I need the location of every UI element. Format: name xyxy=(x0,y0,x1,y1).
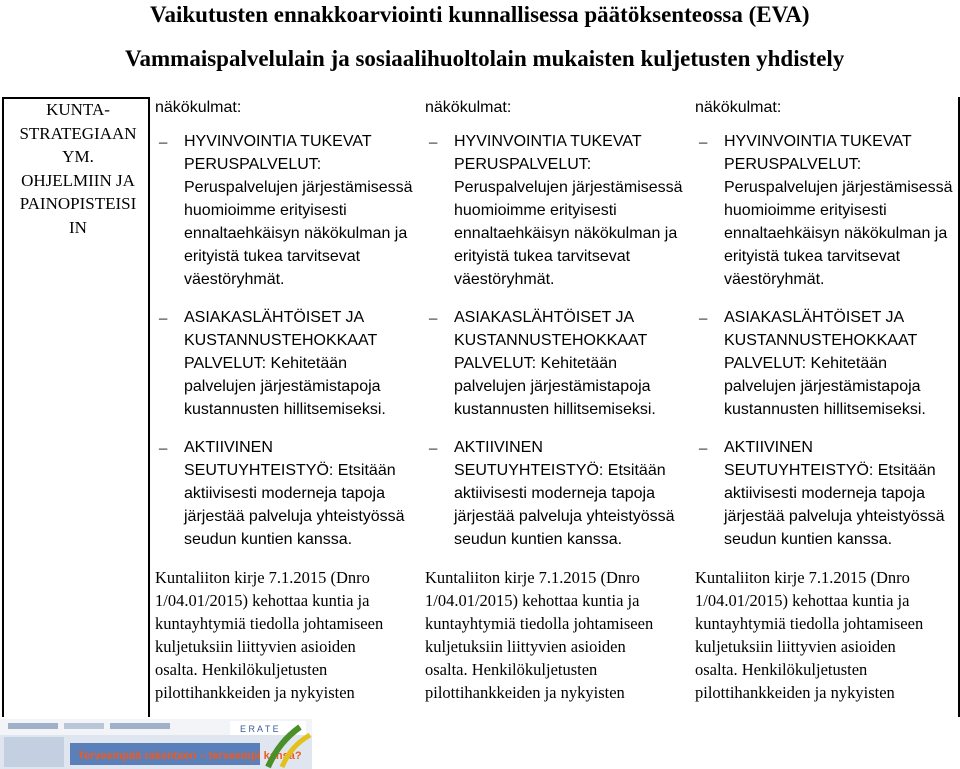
bullet-line: HYVINVOINTIA TUKEVAT xyxy=(184,133,372,150)
bullet-line: aktiivisesti moderneja tapoja xyxy=(454,485,655,502)
dash-bullet-icon: – xyxy=(699,132,708,151)
bullet-line: AKTIIVINEN xyxy=(724,439,813,456)
column-intro: näkökulmat: xyxy=(425,99,512,116)
content-column xyxy=(425,96,687,704)
column-intro: näkökulmat: xyxy=(155,99,242,116)
bullet-line: väestöryhmät. xyxy=(724,271,825,288)
paragraph-line: kuntayhtymiä tiedolla johtamiseen xyxy=(425,614,654,633)
bullet-line: aktiivisesti moderneja tapoja xyxy=(184,485,385,502)
strategy-label-line: KUNTA- xyxy=(46,100,110,119)
bullet-line: ennaltaehkäisyn näkökulman ja xyxy=(454,225,678,242)
table-border-left xyxy=(2,97,4,717)
bullet-line: PERUSPALVELUT: xyxy=(454,156,592,173)
paragraph-line: kuntayhtymiä tiedolla johtamiseen xyxy=(155,614,384,633)
paragraph-line: pilottihankkeiden ja nykyisten xyxy=(425,683,625,702)
bullet-line: väestöryhmät. xyxy=(454,271,555,288)
bullet-line: järjestää palveluja yhteistyössä xyxy=(184,508,405,525)
paragraph-line: 1/04.01/2015) kehottaa kuntia ja xyxy=(155,591,370,610)
paragraph-line: Kuntaliiton kirje 7.1.2015 (Dnro xyxy=(695,568,910,587)
bullet-line: järjestää palveluja yhteistyössä xyxy=(724,508,945,525)
paragraph-line: 1/04.01/2015) kehottaa kuntia ja xyxy=(425,591,640,610)
bullet-line: SEUTUYHTEISTYÖ: Etsitään xyxy=(184,462,396,479)
reference-paragraph xyxy=(695,566,957,704)
bullet-line: PALVELUT: Kehitetään xyxy=(724,355,888,372)
column-intro: näkökulmat: xyxy=(695,99,782,116)
bullet-line: Peruspalvelujen järjestämisessä xyxy=(724,179,953,196)
paragraph-line: pilottihankkeiden ja nykyisten xyxy=(695,683,895,702)
footer-banner-image xyxy=(0,719,312,769)
bullet-item xyxy=(695,130,957,291)
bullet-line: HYVINVOINTIA TUKEVAT xyxy=(724,133,912,150)
bullet-line: HYVINVOINTIA TUKEVAT xyxy=(454,133,642,150)
dash-bullet-icon: – xyxy=(699,308,708,327)
bullet-line: erityistä tukea tarvitsevat xyxy=(184,248,361,265)
bullet-line: Peruspalvelujen järjestämisessä xyxy=(184,179,413,196)
bullet-line: palvelujen järjestämistapoja xyxy=(184,378,381,395)
bullet-line: erityistä tukea tarvitsevat xyxy=(724,248,901,265)
reference-paragraph xyxy=(155,566,417,704)
reference-paragraph xyxy=(425,566,687,704)
table-border-col1 xyxy=(148,97,150,717)
dash-bullet-icon: – xyxy=(159,132,168,151)
document-title: Vaikutusten ennakkoarviointi kunnallisessa päätöksenteossa (EVA) xyxy=(150,2,810,27)
bullet-line: KUSTANNUSTEHOKKAAT xyxy=(184,332,378,349)
content-column xyxy=(155,96,417,704)
paragraph-line: kuntayhtymiä tiedolla johtamiseen xyxy=(695,614,924,633)
bullet-item xyxy=(425,306,687,421)
bullet-item xyxy=(425,436,687,551)
bullet-line: ASIAKASLÄHTÖISET JA xyxy=(184,309,365,326)
bullet-line: järjestää palveluja yhteistyössä xyxy=(454,508,675,525)
dash-bullet-icon: – xyxy=(429,308,438,327)
strategy-label-line: PAINOPISTEISI xyxy=(19,194,137,213)
bullet-line: PERUSPALVELUT: xyxy=(184,156,322,173)
bullet-line: huomioimme erityisesti xyxy=(454,202,617,219)
dash-bullet-icon: – xyxy=(429,438,438,457)
paragraph-line: osalta. Henkilökuljetusten xyxy=(695,660,868,679)
bullet-item xyxy=(695,436,957,551)
paragraph-line: kuljetuksiin liittyvien asioiden xyxy=(155,637,356,656)
bullet-line: kustannusten hillitsemiseksi. xyxy=(184,401,386,418)
paragraph-line: Kuntaliiton kirje 7.1.2015 (Dnro xyxy=(155,568,370,587)
paragraph-line: kuljetuksiin liittyvien asioiden xyxy=(425,637,626,656)
dash-bullet-icon: – xyxy=(159,438,168,457)
bullet-line: erityistä tukea tarvitsevat xyxy=(454,248,631,265)
strategy-label-line: IN xyxy=(69,217,87,237)
bullet-line: PALVELUT: Kehitetään xyxy=(454,355,618,372)
bullet-line: Peruspalvelujen järjestämisessä xyxy=(454,179,683,196)
svg-text:E R A T E: E R A T E xyxy=(240,724,279,734)
document-subtitle: Vammaispalvelulain ja sosiaalihuoltolain mukaisten kuljetusten yhdistely xyxy=(125,46,845,71)
bullet-line: seudun kuntien kanssa. xyxy=(184,531,353,548)
strategy-label-line: OHJELMIIN JA xyxy=(21,170,135,190)
bullet-line: palvelujen järjestämistapoja xyxy=(724,378,921,395)
bullet-line: huomioimme erityisesti xyxy=(724,202,887,219)
bullet-line: PERUSPALVELUT: xyxy=(724,156,862,173)
bullet-item xyxy=(155,436,417,551)
bullet-line: kustannusten hillitsemiseksi. xyxy=(454,401,656,418)
bullet-line: kustannusten hillitsemiseksi. xyxy=(724,401,926,418)
bullet-line: KUSTANNUSTEHOKKAAT xyxy=(454,332,648,349)
bullet-line: ennaltaehkäisyn näkökulman ja xyxy=(724,225,948,242)
dash-bullet-icon: – xyxy=(159,308,168,327)
paragraph-line: osalta. Henkilökuljetusten xyxy=(425,660,598,679)
bullet-line: AKTIIVINEN xyxy=(184,439,273,456)
strategy-label-line: STRATEGIAAN xyxy=(19,123,137,143)
svg-text:Terveempää rakentaen – terveem: Terveempää rakentaen – terveempi kansa? xyxy=(78,750,302,762)
strategy-label xyxy=(9,98,147,239)
bullet-line: SEUTUYHTEISTYÖ: Etsitään xyxy=(724,462,936,479)
bullet-line: PALVELUT: Kehitetään xyxy=(184,355,348,372)
bullet-line: ASIAKASLÄHTÖISET JA xyxy=(454,309,635,326)
bullet-line: KUSTANNUSTEHOKKAAT xyxy=(724,332,918,349)
paragraph-line: pilottihankkeiden ja nykyisten xyxy=(155,683,355,702)
bullet-line: SEUTUYHTEISTYÖ: Etsitään xyxy=(454,462,666,479)
bullet-line: huomioimme erityisesti xyxy=(184,202,347,219)
bullet-line: väestöryhmät. xyxy=(184,271,285,288)
strategy-label-line: YM. xyxy=(62,147,94,166)
bullet-line: ennaltaehkäisyn näkökulman ja xyxy=(184,225,408,242)
paragraph-line: Kuntaliiton kirje 7.1.2015 (Dnro xyxy=(425,568,640,587)
bullet-line: seudun kuntien kanssa. xyxy=(454,531,623,548)
bullet-item xyxy=(155,306,417,421)
paragraph-line: osalta. Henkilökuljetusten xyxy=(155,660,328,679)
paragraph-line: kuljetuksiin liittyvien asioiden xyxy=(695,637,896,656)
dash-bullet-icon: – xyxy=(699,438,708,457)
bullet-line: ASIAKASLÄHTÖISET JA xyxy=(724,309,905,326)
bullet-line: palvelujen järjestämistapoja xyxy=(454,378,651,395)
bullet-line: aktiivisesti moderneja tapoja xyxy=(724,485,925,502)
bullet-line: seudun kuntien kanssa. xyxy=(724,531,893,548)
bullet-item xyxy=(695,306,957,421)
dash-bullet-icon: – xyxy=(429,132,438,151)
bullet-item xyxy=(155,130,417,291)
paragraph-line: 1/04.01/2015) kehottaa kuntia ja xyxy=(695,591,910,610)
content-column xyxy=(695,96,957,704)
bullet-item xyxy=(425,130,687,291)
bullet-line: AKTIIVINEN xyxy=(454,439,543,456)
banner-graphic xyxy=(0,719,312,769)
